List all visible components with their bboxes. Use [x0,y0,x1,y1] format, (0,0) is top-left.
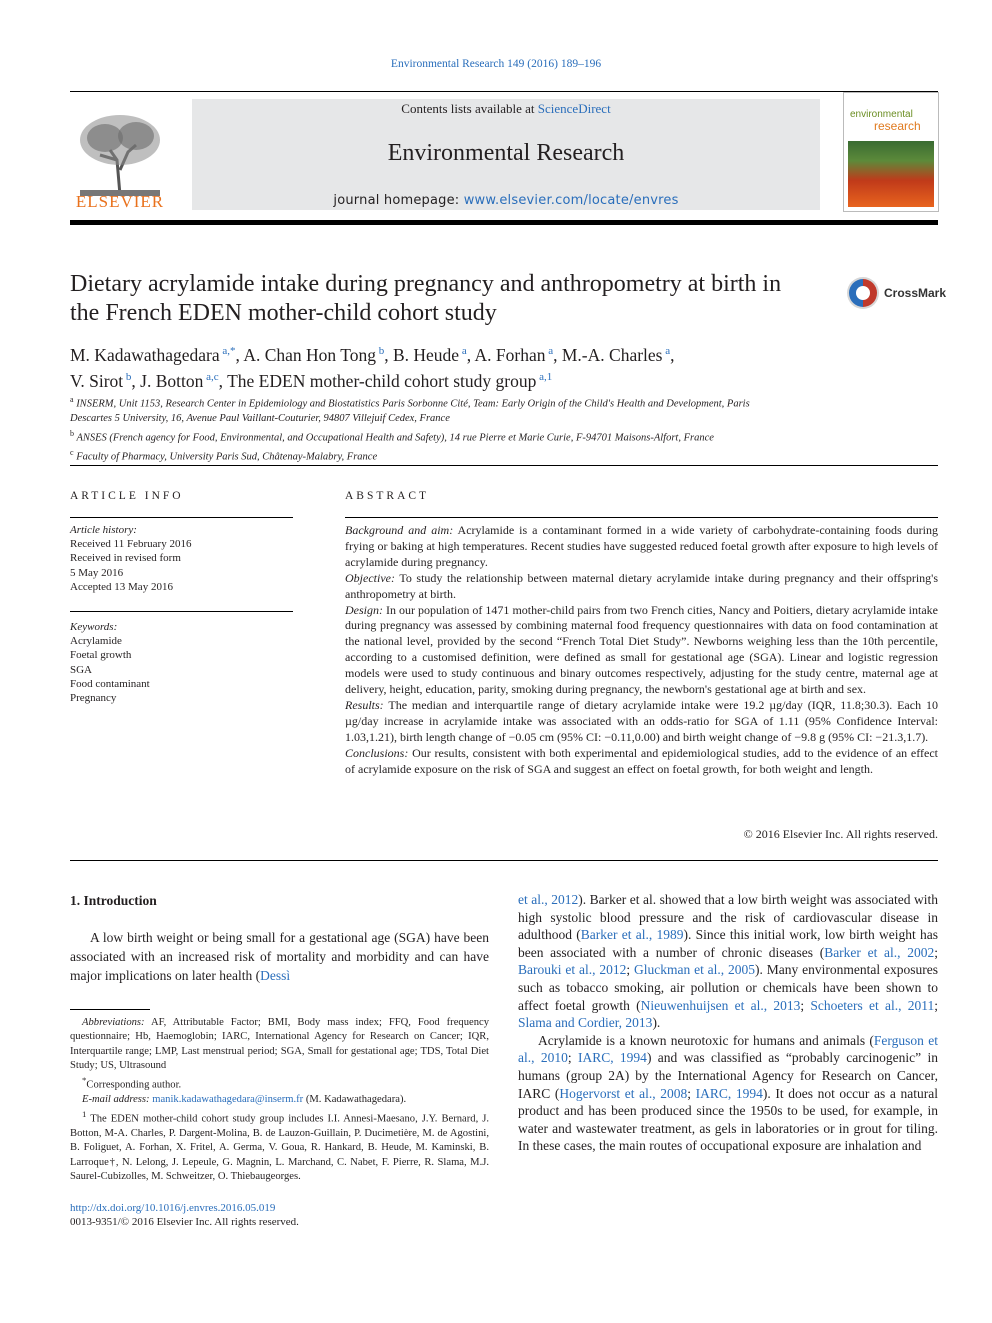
abstract-rule [345,517,938,518]
author-affiliation-marker[interactable]: a [545,345,554,357]
author-affiliation-marker[interactable]: b [375,345,385,357]
affil-c-marker: c [70,447,74,457]
affiliation-a-cont: Descartes 5 University, 16, Avenue Paul Vaillant-Couturier, 94807 Villejuif Cedex, France [70,413,450,424]
abstract-results [345,698,938,746]
article-title: Dietary acrylamide intake during pregnancy and anthropometry at birth in the French EDEN mother-child cohort study [70,271,782,326]
intro-text: ). Barker et al. showed that a low birth weight was associated with high systolic blood pressure and the risk of cardiovascular disease in adulthood ( [518,892,938,943]
homepage-prefix: journal homepage: [333,193,464,208]
crossmark-icon [846,276,880,310]
intro-text: ; [934,997,938,1013]
footnotes [70,1016,489,1184]
citation-link[interactable]: Schoeters et al., 2011 [810,997,935,1013]
crossmark-label: CrossMark [884,286,947,300]
author-name: M.-A. Charles [561,344,663,365]
group-footnote [70,1107,489,1184]
affiliation-c [70,446,930,465]
intro-text: ; [567,1050,578,1066]
abbreviations-text: AF, Attributable Factor; BMI, Body mass index; FFQ, Food frequency questionnaire; Hb, Haemoglobin; IARC, International Agency for Research on Cancer; IQR, Interquartile range; LMP, Last menstrual period; SGA, Small for gestational age; TDS, Total Diet Study; US, Ultrasound [70,1017,489,1071]
author-affiliation-marker[interactable]: b [123,370,132,383]
intro-right-column [518,891,938,1155]
background-text: Acrylamide is a contaminant formed in a wide variety of carbohydrate-containing foods during frying or baking at high temperatures. Recent studies have suggested reduced foetal growth after exposure to high levels of acrylamide during pregnancy. [345,523,939,569]
intro-text: ). It does not occur as a natural product and has been produced since the 1950s to be used, for example, in water and wastewater treatment, as gels in laboratories or in grout for tiling. In these cases, the main routes of occupational exposure are inhalation and [518,1085,938,1154]
intro-text: ). Many environmental exposures such as tobacco smoking, air pollution or chemicals have been shown to affect foetal growth ( [518,962,938,1013]
affil-a-marker: a [70,395,74,404]
author-name: M. Kadawathagedara [70,344,220,365]
intro-text: Acrylamide is a known neurotoxic for humans and animals ( [538,1032,874,1048]
author-affiliation-marker[interactable]: a,c [203,370,219,383]
abstract-copyright: © 2016 Elsevier Inc. All rights reserved. [743,827,938,841]
group-text: The EDEN mother-child cohort study group includes I.I. Annesi-Maesano, J.Y. Bernard, J. Botton, M-A. Charles, P. Dargent-Molina, B. de Lauzon-Guillain, P. Ducimetière, M. de Agostini, B. Foliguet, A. Forhan, X. Fritel, A. Germa, V. Goua, R. Hankard, B. Heude, M. Kaminski, B. Larroque†, N. Lelong, J. Lepeule, G. Magnin, L. Marchand, C. Nabet, F. Pierre, R. Slama, M.J. Saurel-Cubizolles, M. Schweitzer, O. Thiebaugeorges. [70,1113,489,1183]
intro-text: A low birth weight or being small for a gestational age (SGA) have been associated with an increased risk of mortality and morbidity and can have major implications on later health ( [70,930,489,983]
intro-text: ) and was classified as “probably carcinogenic” in humans (group 2A) by the International Agency for Research on Cancer, IARC ( [518,1050,938,1101]
results-label: Results: [345,697,384,712]
elsevier-wordmark: ELSEVIER [75,192,165,211]
article-history [70,523,293,594]
contents-prefix: Contents lists available at [401,101,538,116]
keywords [70,620,293,705]
article-info-rule [70,517,293,518]
citation-link[interactable]: IARC, 1994 [695,1085,763,1101]
homepage-link[interactable]: www.elsevier.com/locate/envres [463,193,679,208]
author-affiliation-marker[interactable]: a,1 [536,370,553,383]
abstract-body [345,523,938,778]
author-name: B. Heude [392,344,460,365]
affiliations [70,393,930,465]
objective-text: To study the relationship between maternal dietary acrylamide intake during pregnancy and their offspring's anthropometry at birth. [345,570,938,601]
revised-date: 5 May 2016 [70,566,124,579]
citation-link[interactable]: Dessì [260,968,291,983]
author-separator: , [235,344,244,365]
email-label: E-mail address: [82,1094,150,1106]
author-separator: , [466,344,475,365]
intro-text: ; [800,997,811,1013]
affiliation-a [70,393,930,412]
abbreviations-label: Abbreviations: [82,1017,145,1028]
design-label: Design: [345,602,383,617]
affiliation-rule [70,465,938,466]
citation-link[interactable]: Barouki et al., 2012 [518,962,627,978]
cover-title-line1: environmental [850,109,913,120]
author-separator: , [218,370,228,391]
author-name: V. Sirot [70,370,124,391]
author-line-2 [70,366,930,392]
author-line-1 [70,340,930,366]
keyword-item: Foetal growth [70,649,132,662]
crossmark-badge[interactable] [846,276,947,312]
keyword-item: Pregnancy [70,692,117,705]
received-date: Received 11 February 2016 [70,538,192,551]
affil-b-marker: b [70,428,74,438]
group-marker: 1 [82,1109,87,1120]
citation-link[interactable]: IARC, 1994 [577,1050,647,1066]
corresponding-footnote [70,1073,489,1093]
results-text: The median and interquartile range of dietary acrylamide intake were 19.2 µg/day (IQR, 11.8;30.3). Each 10 µg/day increase in acrylamide intake was associated with an odds-ratio for SGA of 1.11 (95% Confidence Interval: 1.03,1.21), birth length change of −0.05 cm (95% CI: −0.11,0.00) and birth weight change of −9.8 g (95% CI: −21.3,1.7). [345,697,938,744]
intro-paragraph-1 [70,928,489,985]
email-link[interactable]: manik.kadawathagedara@inserm.fr [152,1094,304,1106]
intro-text: ; [687,1085,696,1101]
author-name: The EDEN mother-child cohort study group [227,370,537,391]
cover-image [848,141,934,207]
intro-text: ). Since this initial work, low birth weight has been associated with a number of chronic diseases ( [518,927,938,960]
intro-left-column [70,928,489,985]
author-list [70,340,930,392]
header-rule [70,91,938,92]
author-name: A. Chan Hon Tong [243,344,376,365]
abstract-bottom-rule [70,860,938,861]
conclusions-text: Our results, consistent with both experimental and epidemiological studies, add to the evidence of an effect of acrylamide exposure on the risk of SGA and suggest an effect on foetal growth, for both weight and length. [345,745,938,776]
author-separator: , [384,344,393,365]
citation-link[interactable]: Nieuwenhuijsen et al., 2013 [640,997,801,1013]
keyword-item: Food contaminant [70,677,150,690]
author-affiliation-marker[interactable]: a [662,345,671,357]
affil-b-text: ANSES (French agency for Food, Environmental, and Occupational Health and Safety), 14 rue Pierre et Marie Curie, F-94701 Maisons-Alfort, France [76,432,714,443]
author-separator: , [131,370,141,391]
sciencedirect-link[interactable]: ScienceDirect [537,101,611,116]
author-affiliation-marker[interactable]: a [459,345,467,357]
author-name: A. Forhan [474,344,546,365]
abstract-conclusions [345,746,938,778]
keyword-item: SGA [70,663,93,676]
journal-name: Environmental Research [387,140,625,166]
history-label: Article history: [70,524,137,536]
citation-link[interactable]: Hogervorst et al., 2008 [559,1085,688,1101]
footnote-rule [70,1009,150,1010]
author-name: J. Botton [140,370,204,391]
email-footnote [70,1093,489,1107]
citation-link[interactable]: Ferguson et al., 2010 [518,1032,939,1066]
journal-cover-thumbnail[interactable] [843,92,939,212]
header-thick-rule [70,220,938,225]
citation-link[interactable]: Gluckman et al., 2005 [633,962,756,978]
author-affiliation-marker[interactable]: a,* [219,345,236,357]
affiliation-b [70,427,930,446]
abstract-design [345,603,938,698]
abbreviations-footnote [70,1016,489,1073]
accepted-date: Accepted 13 May 2016 [70,580,173,593]
journal-homepage [192,193,820,208]
doi-link[interactable]: http://dx.doi.org/10.1016/j.envres.2016.05.019 [70,1202,276,1214]
keyword-item: Acrylamide [70,635,122,648]
corresponding-text: Corresponding author. [86,1079,182,1091]
keywords-label: Keywords: [70,621,118,633]
article-info-heading: ARTICLE INFO [70,490,184,502]
keywords-rule [70,611,293,612]
intro-text: ; [934,944,938,960]
conclusions-label: Conclusions: [345,745,409,760]
affil-c-text: Faculty of Pharmacy, University Paris Sud, Châtenay-Malabry, France [76,451,378,462]
affil-a-text-1: INSERM, Unit 1153, Research Center in Epidemiology and Biostatistics Paris Sorbonne Cité, Team: Early Origin of the Child's Health and Development, Paris [76,398,750,410]
author-separator: , [670,344,675,365]
intro-text: ). [652,1015,661,1031]
citation-link[interactable]: et al., 2012 [518,892,579,907]
section-heading-introduction: 1. Introduction [70,893,157,908]
email-suffix: (M. Kadawathagedara). [303,1094,407,1106]
intro-paragraph-2 [518,1032,938,1155]
background-label: Background and aim: [345,523,454,537]
abstract-heading: ABSTRACT [345,490,430,502]
intro-paragraph-1-cont [518,891,938,1032]
citation-link[interactable]: Slama and Cordier, 2013 [518,1015,653,1031]
intro-text: ; [626,962,634,978]
abstract-background [345,523,938,571]
citation-link[interactable]: Barker et al., 1989 [580,927,684,943]
journal-citation[interactable]: Environmental Research 149 (2016) 189–196 [390,58,602,70]
objective-label: Objective: [345,570,395,585]
cover-title-line2: research [874,119,921,133]
issn-line: 0013-9351/© 2016 Elsevier Inc. All rights reserved. [70,1216,299,1228]
citation-link[interactable]: Barker et al., 2002 [824,944,935,960]
design-text: In our population of 1471 mother-child pairs from two French cities, Nancy and Poitiers, dietary acrylamide intake during pregnancy was assessed by combining maternal food frequency questionnaires with data on food contamination at the national level, provided by the second “French Total Diet Study”. Newborns weighing less than the 10th percentile, according to a customised definition, were defined as small for gestational age (SGA). Linear and logistic regression models were used to study continuous and binary outcomes respectively, adjusting for the study centre, maternal age at delivery, height, education, parity, smoking during pregnancy, the newborn's gestational age at birth and sex. [345,602,938,697]
author-separator: , [553,344,562,365]
revised-label: Received in revised form [70,552,181,565]
contents-line [192,101,820,117]
abstract-objective [345,571,938,603]
asterisk-marker: * [82,1075,87,1086]
